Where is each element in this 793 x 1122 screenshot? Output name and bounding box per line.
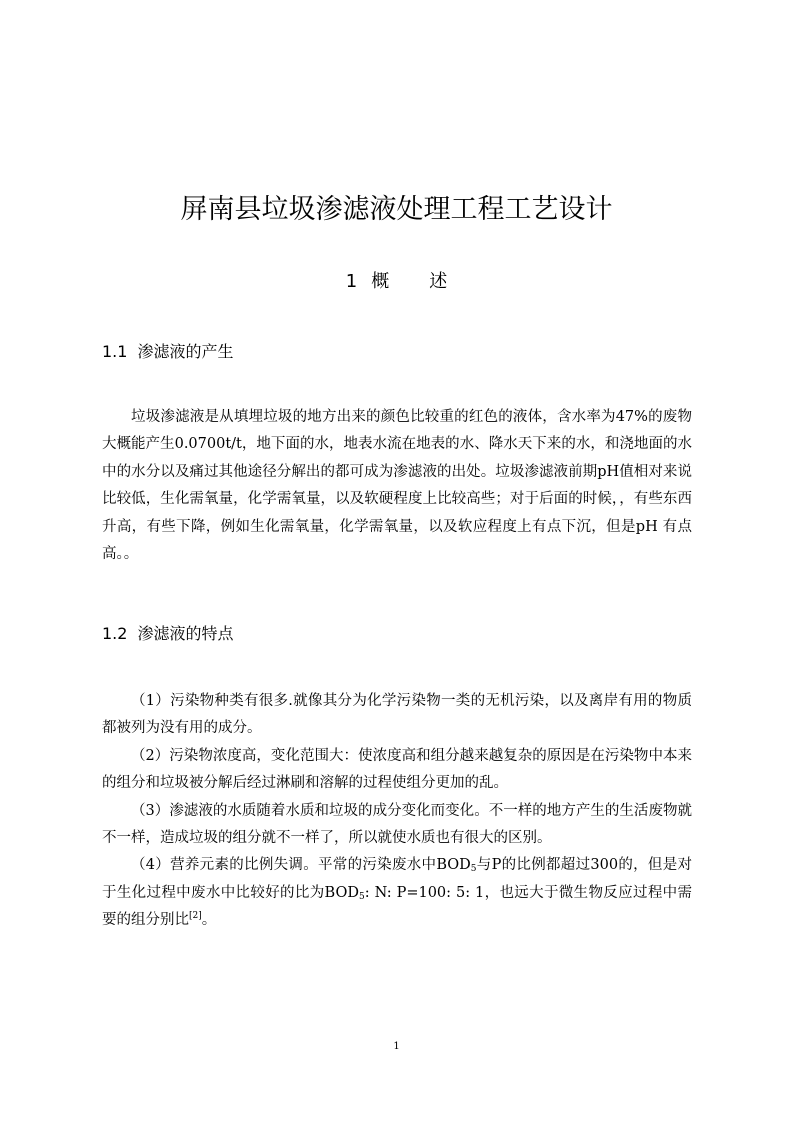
section-1-1-body bbox=[102, 404, 692, 568]
citation-reference: [2] bbox=[189, 911, 202, 922]
chapter-title-part2: 述 bbox=[429, 271, 448, 292]
section-title: 渗滤液的产生 bbox=[137, 342, 234, 361]
section-number: 1.2 bbox=[102, 624, 128, 643]
section-1-2-body bbox=[102, 688, 692, 935]
paragraph: （3）渗滤液的水质随着水质和垃圾的成分变化而变化。不一样的地方产生的生活废物就不一样，造成垃圾的组分就不一样了，所以就使水质也有很大的区别。 bbox=[102, 802, 692, 847]
paragraph: 垃圾渗滤液是从填埋垃圾的地方出来的颜色比较重的红色的液体，含水率为47%的废物大概能产生0.0700t/t，地下面的水，地表水流在地表的水、降水天下来的水，和浇地面的水中的水分以及痛过其他途径分解出的都可成为渗滤液的出处。垃圾渗滤液前期pH值相对来说比较低，生化需氧量，化学需氧量，以及软硬程度上比较高些；对于后面的时候，，有些东西升高，有些下降，例如生化需氧量，化学需氧量，以及软应程度上有点下沉，但是pH 有点高。。 bbox=[102, 409, 692, 563]
section-number: 1.1 bbox=[102, 342, 128, 361]
text-run: 。 bbox=[201, 912, 217, 929]
text-run: （4）营养元素的比例失调。平常的污染废水中BOD bbox=[131, 857, 471, 874]
paragraph: （2）污染物浓度高，变化范围大：使浓度高和组分越来越复杂的原因是在污染物中本来的组分和垃圾被分解后经过淋刷和溶解的过程使组分更加的乱。 bbox=[102, 747, 692, 792]
text-run: 与P的比例都超过300的，但是对于生化过程中废水中比较好的比为BOD bbox=[102, 857, 692, 901]
section-title: 渗滤液的特点 bbox=[137, 624, 234, 643]
paragraph bbox=[102, 852, 692, 934]
section-heading-1-2 bbox=[102, 622, 233, 646]
document-title: 屏南县垃圾渗滤液处理工程工艺设计 bbox=[180, 194, 613, 225]
paragraph: （1）污染物种类有很多.就像其分为化学污染物一类的无机污染，以及离岸有用的物质都被列为没有用的成分。 bbox=[102, 693, 692, 737]
section-heading-1-1 bbox=[102, 340, 233, 364]
chapter-heading bbox=[0, 268, 793, 296]
subscript: 5 bbox=[359, 891, 365, 902]
page-number: 1 bbox=[393, 1041, 400, 1052]
chapter-number: 1 bbox=[345, 271, 358, 292]
subscript: 5 bbox=[470, 864, 477, 875]
chapter-title-part1: 概 bbox=[371, 271, 390, 292]
text-run: : N: P=100: 5: 1，也远大于微生物反应过程中需要的组分别比 bbox=[102, 884, 692, 929]
